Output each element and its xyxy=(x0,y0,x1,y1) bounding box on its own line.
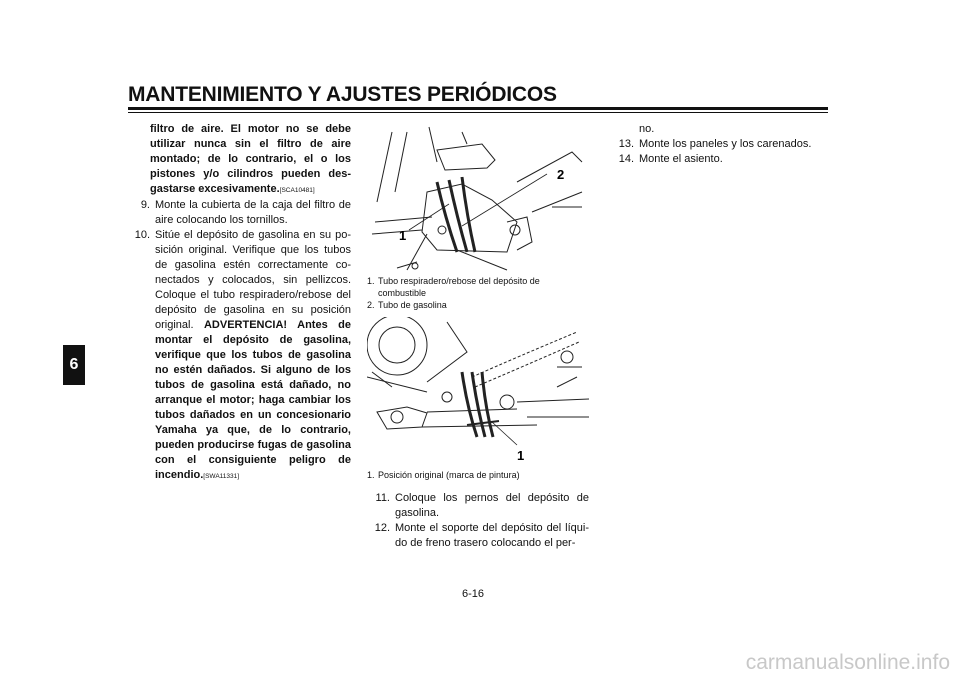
step-number: 11. xyxy=(375,492,390,504)
caption-number: 1. xyxy=(367,470,375,480)
step-12 xyxy=(367,521,589,551)
caption-item xyxy=(367,275,589,299)
step-14 xyxy=(611,152,827,167)
header-rule-thin xyxy=(128,112,828,113)
step-text: Monte los paneles y los carenados. xyxy=(639,138,812,150)
notice-code: [SCA10481] xyxy=(279,187,315,194)
step-13 xyxy=(611,137,827,152)
caption-text: Posición original (marca de pintura) xyxy=(378,470,520,480)
text-column-2 xyxy=(367,122,589,551)
text-column-1 xyxy=(127,122,351,484)
step-text xyxy=(155,228,351,484)
page-number: 6-16 xyxy=(462,588,485,600)
caption-text: Tubo de gasolina xyxy=(378,300,447,310)
callout-1: 1 xyxy=(399,228,407,243)
notice-continuation xyxy=(127,122,351,198)
callout-1: 1 xyxy=(517,448,525,463)
step-11 xyxy=(367,491,589,521)
caption-number: 2. xyxy=(367,300,375,310)
step-text: Monte la cubierta de la caja del filtro de aire colocando los tornillos. xyxy=(155,199,351,226)
callout-2: 2 xyxy=(557,167,565,182)
figure-1-caption xyxy=(367,275,589,311)
step-text: Coloque los pernos del depósito de gasolina. xyxy=(395,492,589,519)
step-9 xyxy=(127,198,351,228)
step-number: 13. xyxy=(618,138,634,150)
caption-item xyxy=(367,469,589,481)
step-number: 10. xyxy=(134,229,150,241)
header-rule-thick xyxy=(128,107,828,110)
notice-text: filtro de aire. El motor no se debe utilizar nunca sin el filtro de aire montado; de lo contrario, el o los pistones y/o cilindros pueden desgastarse excesivamente. xyxy=(150,123,351,195)
watermark: carmanualsonline.info xyxy=(745,651,950,674)
step-12-continuation: no. xyxy=(639,123,655,135)
step-text: Monte el asiento. xyxy=(639,153,723,165)
chapter-number: 6 xyxy=(69,356,79,373)
step-number: 12. xyxy=(374,522,390,534)
caption-number: 1. xyxy=(367,276,375,286)
text-column-3 xyxy=(611,122,827,167)
figure-2-caption xyxy=(367,469,589,481)
step-text: Monte el soporte del depósito del líquido de freno trasero colocando el per- xyxy=(395,522,589,549)
step-10 xyxy=(127,228,351,484)
step-number: 14. xyxy=(618,153,634,165)
warning-code: [SWA11331] xyxy=(203,473,240,480)
chapter-tab[interactable] xyxy=(63,345,85,385)
caption-item xyxy=(367,299,589,311)
caption-text: Tubo respiradero/rebose del depósito de combustible xyxy=(378,276,540,298)
paint-mark-illustration xyxy=(367,317,589,467)
page-title: MANTENIMIENTO Y AJUSTES PERIÓDICOS xyxy=(128,83,557,106)
step-number: 9. xyxy=(140,199,150,211)
fuel-tube-illustration xyxy=(367,122,589,272)
warning-text: ADVERTENCIA! Antes de montar el depósito de gasolina, verifique que los tubos de gasolina no estén dañados. Si alguno de los tubos de gasolina está dañado, no arranque el motor; haga cambiar los tubos dañados en un concesionario Yamaha ya que, de lo contrario, pueden producirse fugas de gasolina con el consiguiente peligro de incendio. xyxy=(155,319,351,481)
step-10-body: Sitúe el depósito de gasolina en su posición original. Verifique que los tubos de gasolina estén correctamente conectados y colocados, sin pellizcos. Coloque el tubo respiradero/rebose del depósito de gasolina en su posición original. xyxy=(155,229,351,331)
